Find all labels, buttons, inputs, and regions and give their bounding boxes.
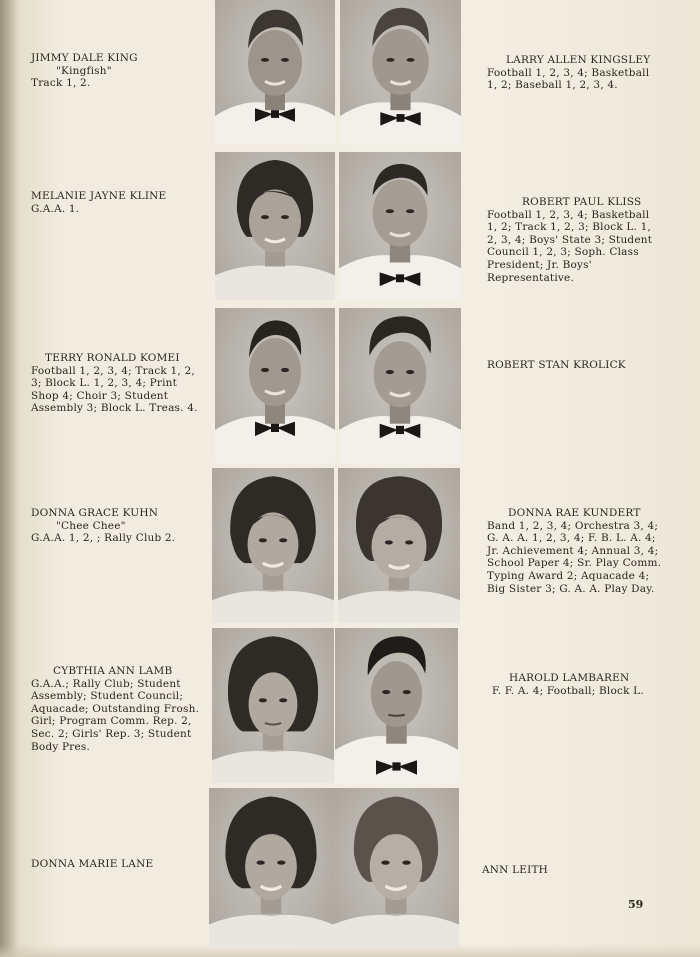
portrait-boy-bowtie-icon <box>215 0 335 145</box>
student-entry-kundert <box>487 507 662 595</box>
student-name: DONNA MARIE LANE <box>31 858 154 870</box>
portrait-photo <box>215 0 335 145</box>
portrait-photo <box>339 308 461 463</box>
student-activities: G.A.A. 1. <box>31 202 80 215</box>
student-name: MELANIE JAYNE KLINE <box>31 190 167 202</box>
student-activities: G.A.A.; Rally Club; Student Assembly; Student Council; Aquacade; Outstanding Frosh. Girl; Program Comm. Rep. 2, Sec. 2; Girls' Rep. 3; Student Body Pres. <box>31 677 200 753</box>
student-name: JIMMY DALE KING <box>31 52 138 64</box>
portrait-photo <box>335 628 458 783</box>
student-nickname: "Chee Chee" <box>56 519 126 532</box>
student-name: HAROLD LAMBAREN <box>509 672 630 684</box>
student-name: LARRY ALLEN KINGSLEY <box>506 54 651 66</box>
portrait-photo <box>338 468 460 623</box>
portrait-photo <box>333 788 459 948</box>
student-entry-lamb <box>31 665 206 753</box>
portrait-photo <box>215 152 335 300</box>
student-nickname: "Kingfish" <box>56 64 112 77</box>
student-activities: Football 1, 2, 3, 4; Track 1, 2, 3; Block L. 1, 2, 3, 4; Print Shop 4; Choir 3; Student Assembly 3; Block L. Treas. 4. <box>31 364 198 415</box>
student-entry-kingsley <box>487 54 662 92</box>
student-name: ROBERT PAUL KLISS <box>522 196 642 208</box>
student-activities: Football 1, 2, 3, 4; Basketball 1, 2; Baseball 1, 2, 3, 4. <box>487 66 650 92</box>
portrait-boy-bowtie-icon <box>215 308 335 463</box>
student-name: ROBERT STAN KROLICK <box>487 359 626 371</box>
portrait-photo <box>209 788 333 948</box>
student-name: TERRY RONALD KOMEI <box>45 352 180 364</box>
portrait-girl-icon <box>215 152 335 300</box>
portrait-photo <box>339 152 461 300</box>
student-activities: Band 1, 2, 3, 4; Orchestra 3, 4; G. A. A. 1, 2, 3, 4; F. B. L. A. 4; Jr. Achievement 4; Annual 3, 4; School Paper 4; Sr. Play Comm. Typing Award 2; Aquacade 4; Big Sister 3; G. A. A. Play Day. <box>487 519 662 595</box>
student-activities: G.A.A. 1, 2, ; Rally Club 2. <box>31 532 176 545</box>
binding-shadow <box>0 0 18 957</box>
student-activities: Football 1, 2, 3, 4; Basketball 1, 2; Track 1, 2, 3; Block L. 1, 2, 3, 4; Boys' State 3; Student Council 1, 2, 3; Soph. Class President; Jr. Boys' Representative. <box>487 208 653 284</box>
portrait-boy-bowtie-icon <box>339 152 461 300</box>
student-entry-lambaren <box>487 672 662 697</box>
student-entry-komei <box>31 352 206 415</box>
portrait-photo <box>340 0 461 145</box>
portrait-boy-bowtie-icon <box>335 628 458 783</box>
student-name: ANN LEITH <box>482 864 549 876</box>
student-entry-krolick <box>487 359 662 372</box>
student-entry-kuhn <box>31 507 206 545</box>
portrait-photo <box>215 308 335 463</box>
portrait-boy-bowtie-icon <box>340 0 461 145</box>
portrait-girl-icon <box>209 788 333 948</box>
student-name: DONNA RAE KUNDERT <box>508 507 641 519</box>
portrait-photo <box>212 468 334 623</box>
portrait-girl-icon <box>212 468 334 623</box>
page-number: 59 <box>628 898 644 911</box>
portrait-girl-icon <box>212 628 334 783</box>
student-name: DONNA GRACE KUHN <box>31 507 159 519</box>
portrait-girl-icon <box>338 468 460 623</box>
portrait-girl-icon <box>333 788 459 948</box>
student-name: CYBTHIA ANN LAMB <box>53 665 173 677</box>
student-entry-kline <box>31 190 206 215</box>
portrait-boy-bowtie-icon <box>339 308 461 463</box>
student-activities: F. F. A. 4; Football; Block L. <box>492 684 644 697</box>
student-entry-king <box>31 52 206 90</box>
portrait-photo <box>212 628 334 783</box>
student-activities: Track 1, 2. <box>31 77 91 90</box>
student-entry-leith <box>482 864 657 877</box>
student-entry-lane <box>31 858 206 871</box>
student-entry-kliss <box>487 196 662 284</box>
